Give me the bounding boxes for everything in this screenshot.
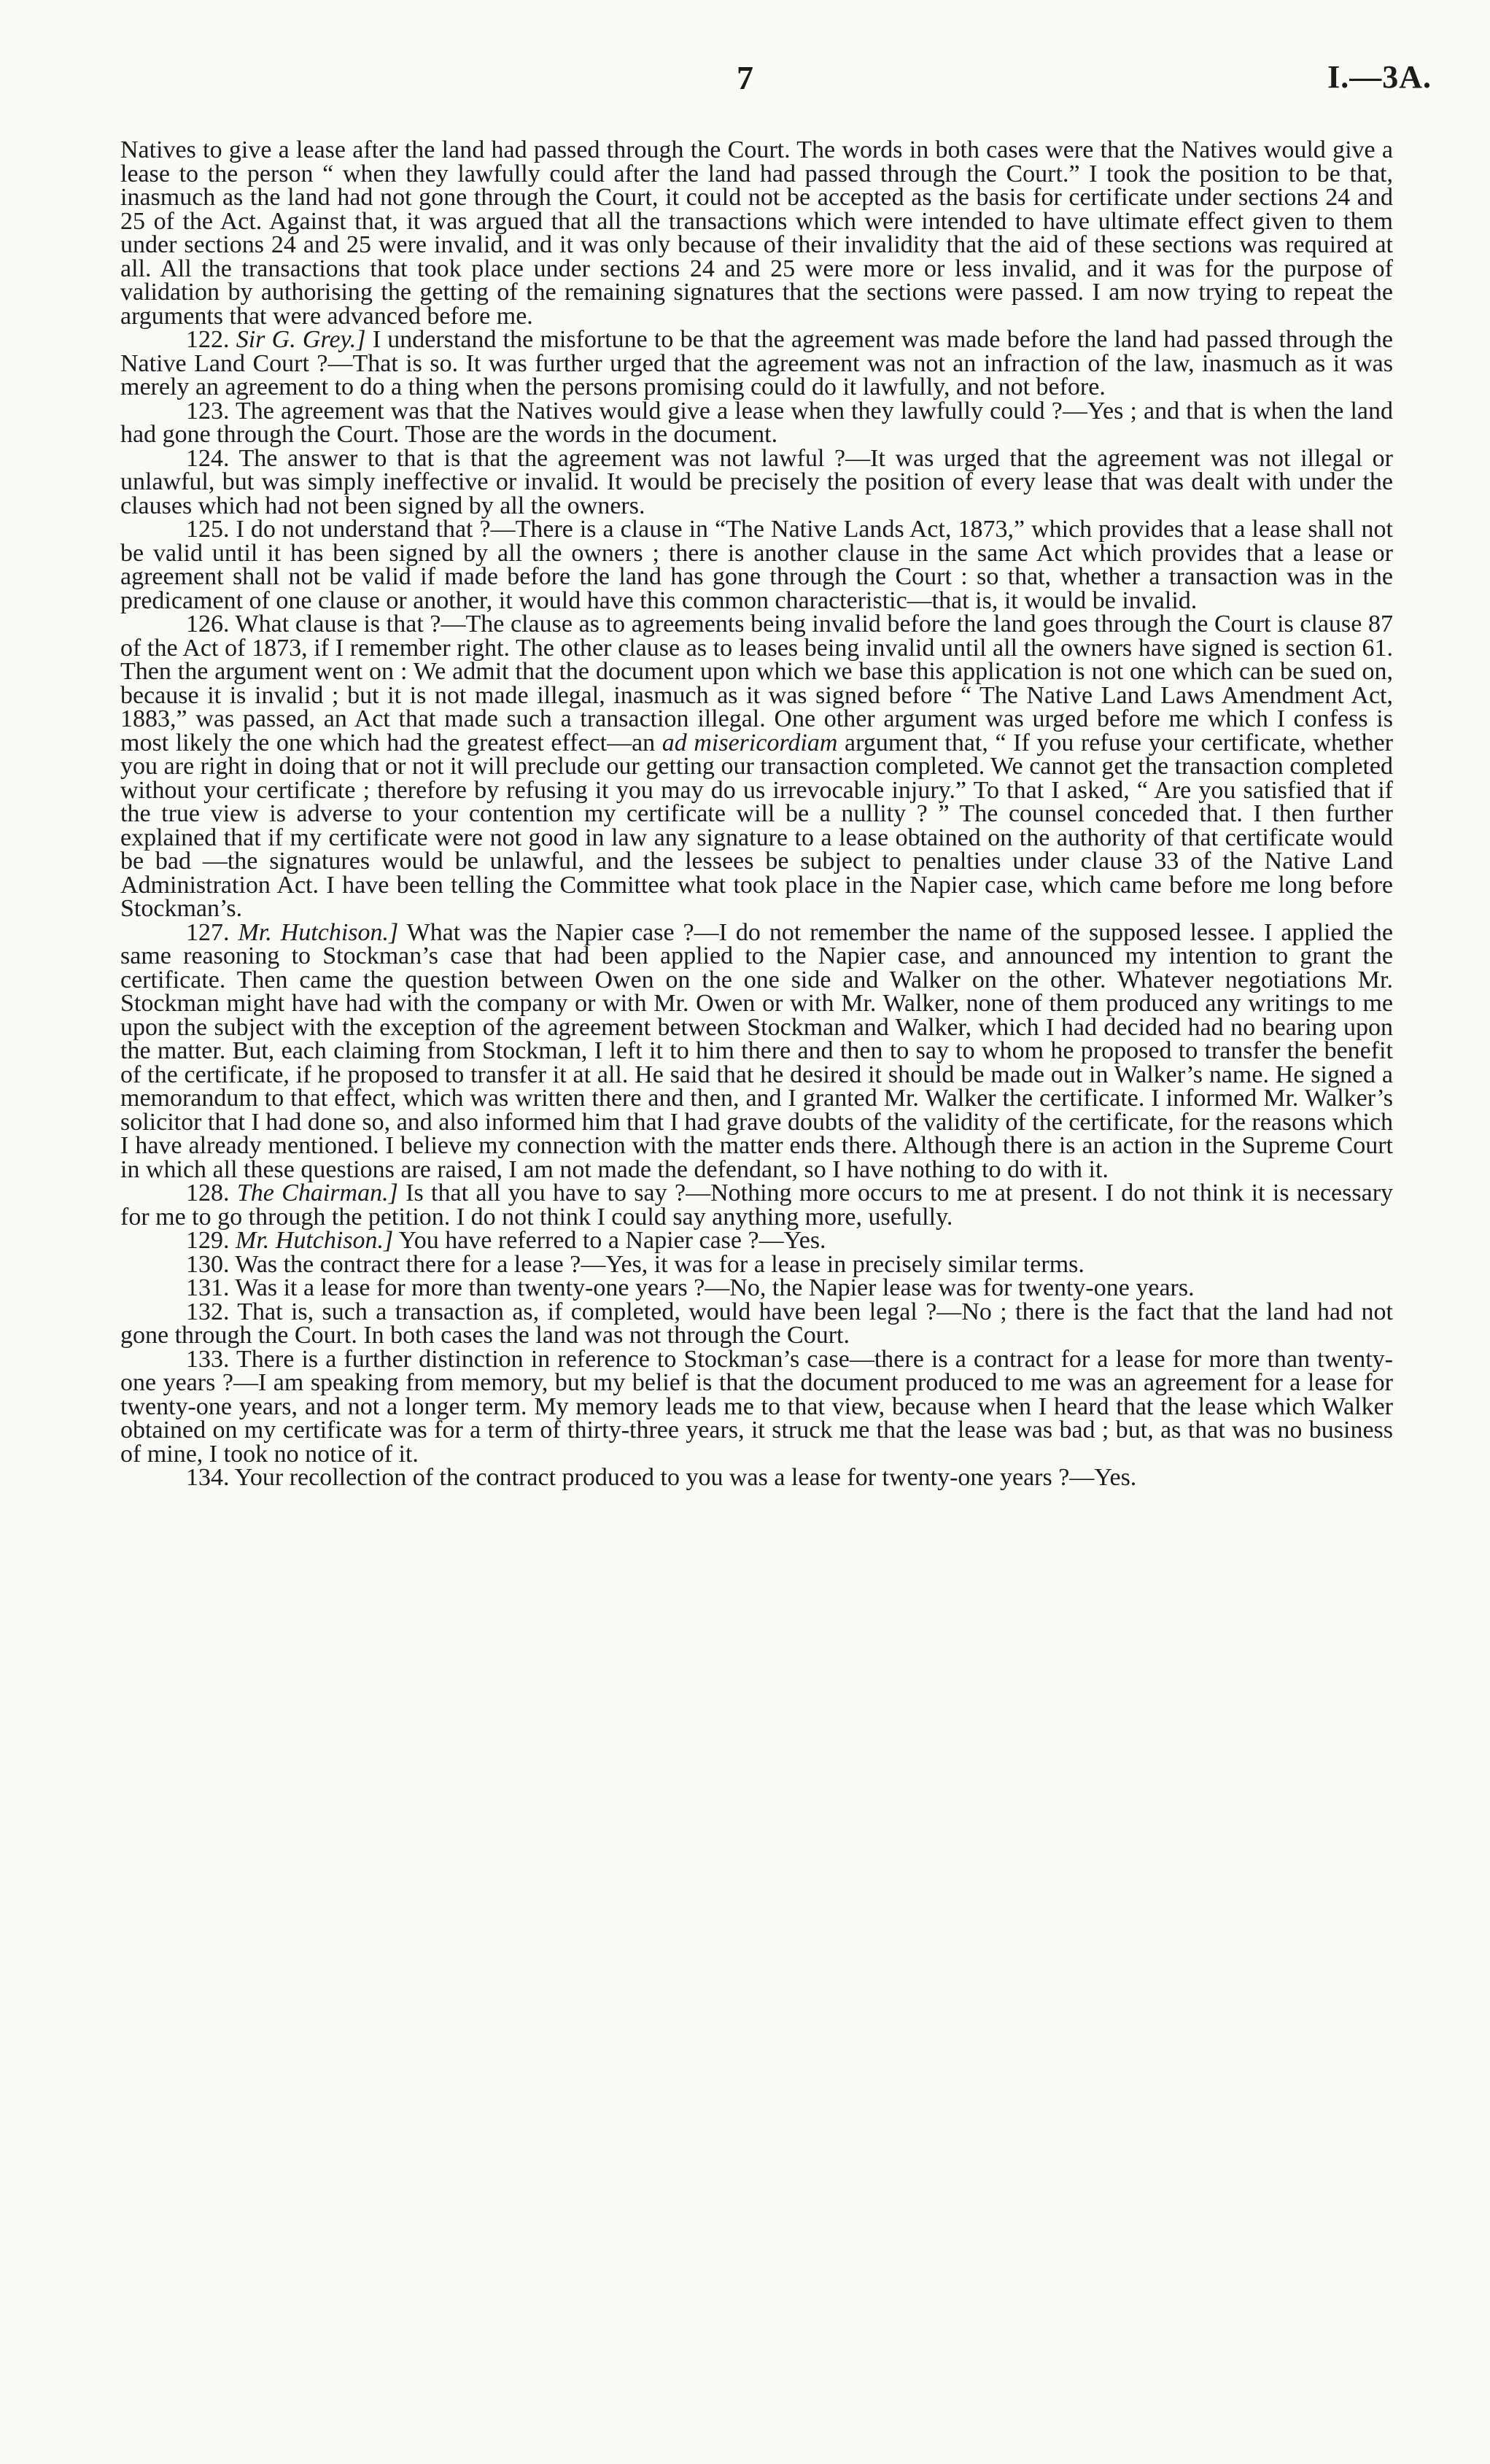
paragraph-127 — [120, 918, 1394, 1183]
speaker-label: Mr. Hutchison.] — [238, 918, 399, 946]
paragraph-122 — [120, 328, 1393, 400]
speaker-label: Sir G. Grey.] — [236, 326, 366, 353]
speaker-label: Mr. Hutchison.] — [236, 1227, 394, 1254]
paragraph-text: That is, such a transaction as, if completed, would have been legal ?—No ; there is the fact that the land had not gone through the Court. In both cases the land was not through the Court. — [120, 1298, 1393, 1349]
page-header — [0, 58, 1490, 117]
question-number: 128. — [186, 1179, 230, 1206]
paragraph-125 — [120, 518, 1393, 613]
speaker-label: The Chairman.] — [236, 1179, 398, 1206]
paragraph-text: Was the contract there for a lease ?—Yes, it was for a lease in precisely similar terms. — [235, 1250, 1084, 1278]
page-number: 7 — [737, 59, 753, 96]
question-number: 123. — [186, 397, 230, 425]
paragraph-text: Your recollection of the contract produced to you was a lease for twenty-one years ?—Yes. — [234, 1464, 1137, 1491]
paragraph-123 — [120, 397, 1393, 448]
latin-phrase: ad misericordiam — [661, 729, 838, 756]
paragraph-text: There is a further distinction in reference to Stockman’s case—there is a contract for a lease for more than twenty-one years ?—I am speaking from memory, but my belief is that the document produced to me was an agreement for a lease for twenty-one years, and not a longer term. My memory leads me to that view, because when I heard that the lease which Walker obtained on my certificate was for a term of thirty-three years, it struck me that the lease was bad ; but, as that was no business of mine, I took no notice of it. — [120, 1345, 1393, 1468]
document-body — [120, 136, 1394, 1491]
paragraph-text: What was the Napier case ?—I do not remember the name of the supposed lessee. I applied the same reasoning to Stockman’s case that had been applied to the Napier case, and announced my intention to grant the certificate. Then came the question between Owen on the one side and Walker on the other. Whatever negotiations Mr. Stockman might have had with the company or with Mr. Owen or with Mr. Walker, none of them produced any writings to me upon the subject with the exception of the agreement between Stockman and Walker, which I had decided had no bearing upon the matter. But, each claiming from Stockman, I left it to him there and then to say to whom he proposed to transfer the benefit of the certificate, if he proposed to transfer it at all. He said that he desired it should be made out in Walker’s name. He signed a memorandum to that effect, which was written there and then, and I granted Mr. Walker the certificate. I informed Mr. Walker’s solicitor that I had done so, and also informed him that I had grave doubts of the validity of the certificate, for the reasons which I have already mentioned. I believe my connection with the matter ends there. Although there is an action in the Supreme Court in which all these questions are raised, I am not made the defendant, so I have nothing to do with it. — [120, 918, 1394, 1183]
document-reference: I.—3A. — [1327, 59, 1432, 95]
paragraph-text: Is that all you have to say ?—Nothing more occurs to me at present. I do not think it is necessary for me to go through the petition. I do not think I could say anything more, usefully. — [120, 1179, 1394, 1231]
paragraph-131 — [120, 1276, 1393, 1301]
paragraph-continuation — [120, 136, 1393, 330]
question-number: 124. — [186, 444, 230, 472]
question-number: 131. — [186, 1274, 230, 1301]
paragraph-133 — [120, 1345, 1393, 1468]
paragraph-text: I understand the misfortune to be that the agreement was made before the land had passed through the Native Land Court ?—That is so. It was further urged that the agreement was not an infraction of the law, inasmuch as it was merely an agreement to do a thing when the persons promising could do it lawfully, and not before. — [120, 326, 1394, 400]
paragraph-128 — [120, 1179, 1394, 1231]
paragraph-134 — [120, 1466, 1393, 1490]
question-number: 132. — [186, 1298, 230, 1325]
paragraph-text: Natives to give a lease after the land had passed through the Court. The words in both cases were that the Natives would give a lease to the person “ when they lawfully could after the land had passed through the Court.” I took the position to be that, inasmuch as the land had not gone through the Court, it could not be accepted as the basis for certificate under sections 24 and 25 of the Act. Against that, it was argued that all the transactions which were intended to have ultimate effect given to them under sections 24 and 25 were invalid, and it was only because of their invalidity that the aid of these sections was required at all. All the transactions that took place under sections 24 and 25 were more or less invalid, and it was for the purpose of validation by authorising the getting of the remaining signatures that the sections were passed. I am now trying to repeat the arguments that were advanced before me. — [120, 136, 1393, 330]
paragraph-text: What clause is that ?—The clause as to agreements being invalid before the land goes through the Court is clause 87 of the Act of 1873, if I remember right. The other clause as to leases being invalid until all the owners have signed is section 61. Then the argument went on : We admit that the document upon which we base this application is not one which can be sued on, because it is invalid ; but it is not made illegal, inasmuch as it was signed before “ The Native Land Laws Amendment Act, 1883,” was passed, an Act that made such a transaction illegal. One other argument was urged before me which I confess is most likely the one which had the greatest effect—an — [120, 611, 1393, 756]
question-number: 122. — [186, 326, 230, 353]
paragraph-text-continued: argument that, “ If you refuse your certificate, whether you are right in doing that or not it will preclude our getting our transaction completed. We cannot get the transaction completed without your certificate ; therefore by refusing it you may do us irrevocable injury.” To that I asked, “ Are you satisfied that if the true view is adverse to your contention my certificate will be a nullity ? ” The counsel conceded that. I then further explained that if my certificate were not good in law any signature to a lease obtained on the authority of that certificate would be bad —the signatures would be unlawful, and the lessees be subject to penalties under clause 33 of the Native Land Administration Act. I have been telling the Committee what took place in the Napier case, which came before me long before Stockman’s. — [120, 729, 1393, 922]
paragraph-text: The agreement was that the Natives would give a lease when they lawfully could ?—Yes ; and that is when the land had gone through the Court. Those are the words in the document. — [120, 397, 1393, 448]
question-number: 129. — [186, 1227, 230, 1254]
paragraph-text: The answer to that is that the agreement was not lawful ?—It was urged that the agreement was not illegal or unlawful, but was simply ineffective or invalid. It would be precisely the position of every lease that was dealt with under the clauses which had not been signed by all the owners. — [120, 444, 1394, 519]
paragraph-text: You have referred to a Napier case ?—Yes. — [398, 1227, 826, 1254]
question-number: 130. — [186, 1250, 230, 1278]
question-number: 126. — [186, 611, 230, 638]
paragraph-text: I do not understand that ?—There is a clause in “The Native Lands Act, 1873,” which provides that a lease shall not be valid until it has been signed by all the owners ; there is another clause in the same Act which provides that a lease or agreement shall not be valid if made before the land has gone through the Court : so that, whether a transaction was in the predicament of one clause or another, it would have this common characteristic—that is, it would be invalid. — [120, 516, 1393, 614]
question-number: 127. — [186, 918, 230, 946]
paragraph-124 — [120, 444, 1394, 519]
question-number: 133. — [186, 1345, 230, 1373]
question-number: 134. — [186, 1464, 230, 1491]
paragraph-130 — [120, 1250, 1393, 1278]
paragraph-126 — [120, 613, 1393, 921]
paragraph-129 — [120, 1229, 1393, 1253]
paragraph-132 — [120, 1298, 1393, 1349]
question-number: 125. — [186, 516, 230, 543]
paragraph-text: Was it a lease for more than twenty-one years ?—No, the Napier lease was for twenty-one years. — [235, 1274, 1195, 1301]
